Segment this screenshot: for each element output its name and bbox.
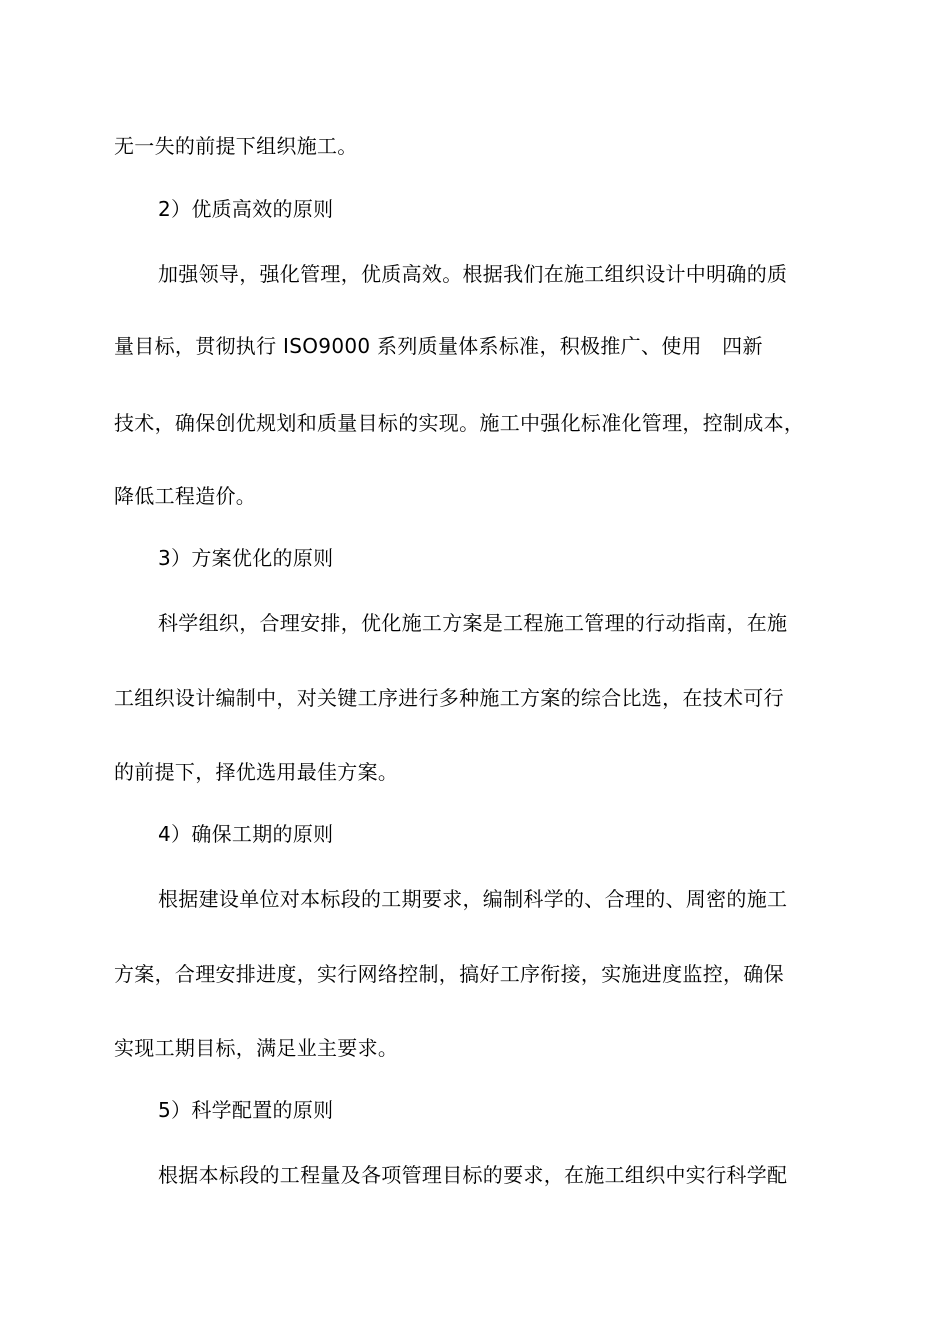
paragraph-line: 加强领导，强化管理，优质高效。根据我们在施工组织设计中明确的质 bbox=[158, 262, 788, 286]
section-heading-4: 4）确保工期的原则 bbox=[158, 822, 334, 846]
paragraph-line: 根据本标段的工程量及各项管理目标的要求，在施工组织中实行科学配 bbox=[158, 1163, 788, 1187]
paragraph-line: 的前提下，择优选用最佳方案。 bbox=[114, 760, 399, 784]
paragraph-line: 工组织设计编制中，对关键工序进行多种施工方案的综合比选，在技术可行 bbox=[114, 686, 784, 710]
section-heading-2: 2）优质高效的原则 bbox=[158, 197, 334, 221]
paragraph-line: 方案，合理安排进度，实行网络控制，搞好工序衔接，实施进度监控，确保 bbox=[114, 962, 784, 986]
paragraph-line: 量目标，贯彻执行 ISO9000 系列质量体系标准，积极推广、使用 四新 bbox=[114, 334, 763, 358]
paragraph-line: 实现工期目标，满足业主要求。 bbox=[114, 1036, 399, 1060]
paragraph-line: 科学组织，合理安排，优化施工方案是工程施工管理的行动指南，在施 bbox=[158, 611, 788, 635]
paragraph-line: 技术，确保创优规划和质量目标的实现。施工中强化标准化管理，控制成本， bbox=[114, 411, 805, 435]
paragraph-line: 降低工程造价。 bbox=[114, 484, 257, 508]
paragraph-line: 根据建设单位对本标段的工期要求，编制科学的、合理的、周密的施工 bbox=[158, 887, 788, 911]
paragraph-line: 无一失的前提下组织施工。 bbox=[114, 134, 358, 158]
section-heading-5: 5）科学配置的原则 bbox=[158, 1098, 334, 1122]
section-heading-3: 3）方案优化的原则 bbox=[158, 546, 334, 570]
